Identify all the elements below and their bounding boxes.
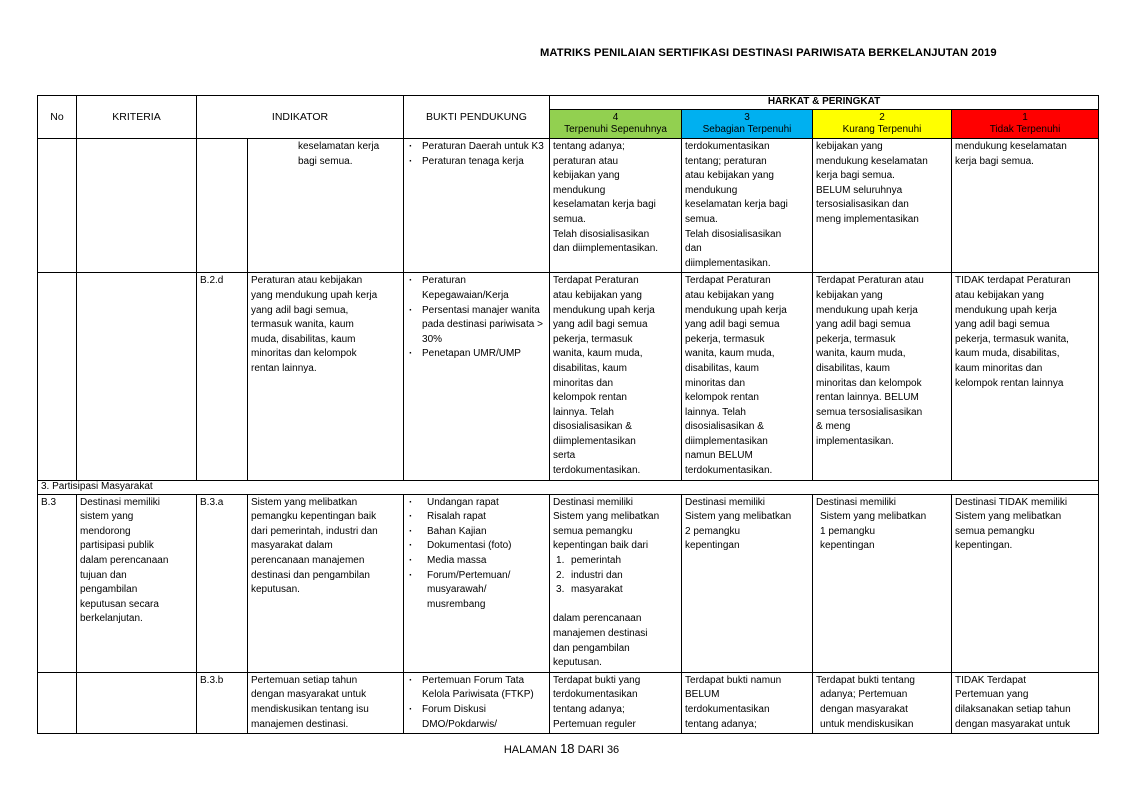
text-line: Telah disosialisasikan — [553, 228, 650, 240]
text-line: semua pemangku — [553, 525, 633, 537]
text-line: kelompok rentan — [685, 392, 759, 404]
cell-no — [38, 273, 77, 480]
table-row — [38, 273, 1099, 480]
bukti-list — [407, 274, 546, 362]
text-line: Destinasi memiliki — [816, 496, 897, 508]
cell-no — [38, 139, 77, 273]
bukti-list — [407, 496, 546, 613]
text-line: kepentingan — [820, 540, 875, 552]
text-line: meng implementasikan — [816, 213, 919, 225]
text-line: yang adil bagi semua — [955, 319, 1050, 331]
text-line: yang adil bagi semua — [553, 319, 648, 331]
text-line: serta — [553, 450, 576, 462]
cell-level-1 — [952, 273, 1099, 480]
text-line: yang adil bagi semua — [685, 319, 780, 331]
text-line: untuk mendiskusikan — [820, 718, 914, 730]
header-no: No — [38, 96, 77, 139]
text-line: dilaksanakan setiap tahun — [955, 703, 1071, 715]
section-title: 3. Partisipasi Masyarakat — [38, 480, 1099, 494]
text-line: tersosialisasikan dan — [816, 199, 909, 211]
text-line: Sistem yang melibatkan — [955, 511, 1062, 523]
cell-level-3 — [682, 139, 813, 273]
text-line: semua. — [685, 213, 718, 225]
text-line: tentang adanya; — [685, 718, 757, 730]
header-level-3: 3 Sebagian Terpenuhi — [682, 110, 813, 139]
text-line: masyarakat dalam — [251, 540, 333, 552]
text-line: Pertemuan reguler — [553, 718, 636, 730]
text-line: atau kebijakan yang — [553, 289, 642, 301]
text-line: minoritas dan kelompok — [251, 348, 357, 360]
text-line: minoritas dan — [685, 377, 746, 389]
cell-indikator: keselamatan kerja bagi semua. — [248, 139, 404, 273]
cell-level-3 — [682, 672, 813, 733]
bukti-item: · Pertemuan Forum Tata Kelola Pariwisata (FTKP) — [407, 674, 546, 703]
text-line: Telah disosialisasikan — [685, 228, 782, 240]
text-line: mendukung upah kerja — [685, 304, 787, 316]
cell-no — [38, 672, 77, 733]
text-line: manajemen destinasi. — [251, 718, 349, 730]
bukti-item: · Peraturan tenaga kerja — [407, 155, 546, 170]
bukti-item: · Dokumentasi (foto) — [407, 539, 546, 554]
text-line: Terdapat Peraturan — [553, 275, 639, 287]
bukti-item: · Bahan Kajian — [407, 525, 546, 540]
text-line: yang adil bagi semua, — [251, 304, 349, 316]
bukti-item: · Undangan rapat — [407, 496, 546, 511]
text-line: dengan masyarakat untuk — [251, 689, 367, 701]
text-line: mendukung upah kerja — [553, 304, 655, 316]
header-kriteria: KRITERIA — [77, 96, 197, 139]
text-line: pekerja, termasuk — [553, 333, 633, 345]
text-line: wanita, kaum muda, — [816, 348, 906, 360]
text-line: dengan masyarakat untuk — [955, 718, 1071, 730]
text-line: disosialisasikan & — [685, 421, 764, 433]
text-line: keputusan. — [553, 657, 602, 669]
text-line: semua pemangku — [955, 525, 1035, 537]
text-line: Sistem yang melibatkan — [553, 511, 660, 523]
header-level-2: 2 Kurang Terpenuhi — [813, 110, 952, 139]
text-line: tentang; peraturan — [685, 155, 767, 167]
text-line: Sistem yang melibatkan — [251, 496, 358, 508]
text-line: keselamatan kerja bagi — [553, 199, 656, 211]
text-line: partisipasi publik — [80, 540, 154, 552]
bukti-item: · Peraturan Daerah untuk K3 — [407, 140, 546, 155]
stakeholder-item: 1. pemerintah — [556, 555, 622, 567]
cell-code — [197, 139, 248, 273]
stakeholder-item: 3. masyarakat — [556, 584, 623, 596]
cell-level-2 — [813, 273, 952, 480]
stakeholder-list — [553, 554, 678, 598]
cell-bukti — [404, 273, 550, 480]
text-line: kebijakan yang — [553, 170, 620, 182]
text-line: disabilitas, kaum — [685, 362, 759, 374]
text-line: rentan lainnya. BELUM — [816, 392, 919, 404]
text-line: dan — [685, 243, 702, 255]
bukti-item: · Risalah rapat — [407, 510, 546, 525]
text-line: namun BELUM — [685, 450, 753, 462]
text-line: wanita, kaum muda, — [553, 348, 643, 360]
cell-code: B.3.a — [197, 494, 248, 672]
text-line: disosialisasikan & — [553, 421, 632, 433]
text-line: implementasikan. — [816, 435, 894, 447]
text-line: peraturan atau — [553, 155, 619, 167]
cell-level-4 — [550, 672, 682, 733]
text-line: kepentingan baik dari — [553, 540, 649, 552]
text-line: Destinasi memiliki — [80, 496, 161, 508]
stakeholder-item: 2. industri dan — [556, 569, 623, 581]
text-line: yang adil bagi semua — [816, 319, 911, 331]
cell-no: B.3 — [38, 494, 77, 672]
text-line: disabilitas, kaum — [816, 362, 890, 374]
text-line: mendukung — [685, 184, 738, 196]
bukti-list — [407, 674, 546, 732]
cell-indikator — [248, 494, 404, 672]
text-line: terdokumentasikan. — [553, 465, 641, 477]
text-line: manajemen destinasi — [553, 628, 648, 639]
text-line: kepentingan — [685, 540, 740, 552]
text-line: perencanaan manajemen — [251, 555, 365, 567]
cell-level-1 — [952, 139, 1099, 273]
text-line: mendukung — [553, 184, 606, 196]
text-line: mendukung upah kerja — [955, 304, 1057, 316]
text-line: dan pengambilan — [553, 642, 630, 654]
cell-bukti — [404, 494, 550, 672]
bukti-item: · Media massa — [407, 554, 546, 569]
text-line: terdokumentasikan — [553, 689, 638, 701]
text-line: pekerja, termasuk — [816, 333, 896, 345]
text-line: keputusan secara — [80, 598, 159, 610]
text-line: minoritas dan — [553, 377, 614, 389]
cell-level-2 — [813, 672, 952, 733]
text-line: Terdapat bukti yang — [553, 674, 641, 686]
text-line: kaum muda, disabilitas, — [955, 348, 1060, 360]
header-harkat-peringkat: HARKAT & PERINGKAT — [550, 96, 1099, 110]
text-line: BELUM — [685, 689, 720, 701]
text-line: mendukung upah kerja — [816, 304, 918, 316]
text-line: kebijakan yang — [816, 141, 883, 152]
text-line: pekerja, termasuk wanita, — [955, 333, 1069, 345]
page-number: 18 — [560, 741, 575, 756]
text-line: yang mendukung upah kerja — [251, 289, 378, 301]
cell-level-2 — [813, 139, 952, 273]
cell-indikator — [248, 672, 404, 733]
text-line: Destinasi memiliki — [553, 496, 634, 508]
bukti-item: · Peraturan Kepegawaian/Kerja — [407, 274, 546, 303]
text-line: BELUM seluruhnya — [816, 184, 903, 196]
text-line: kerja bagi semua. — [955, 155, 1034, 167]
cell-level-4 — [550, 494, 682, 672]
cell-level-4 — [550, 273, 682, 480]
text-line: atau kebijakan yang — [685, 289, 774, 301]
text-line: terdokumentasikan. — [685, 465, 773, 477]
text-line: TIDAK Terdapat — [955, 674, 1026, 686]
text-line: tentang adanya; — [553, 703, 625, 715]
cell-kriteria — [77, 139, 197, 273]
text-line: Terdapat Peraturan — [685, 275, 771, 287]
page-footer: HALAMAN 18 DARI 36 — [503, 741, 620, 756]
text-line: terdokumentasikan — [685, 141, 770, 152]
text-line: Destinasi memiliki — [685, 496, 766, 508]
header-level-4: 4 Terpenuhi Sepenuhnya — [550, 110, 682, 139]
text-line: semua tersosialisasikan — [816, 406, 923, 418]
assessment-matrix-table — [37, 95, 1099, 734]
text-line: berkelanjutan. — [80, 613, 143, 625]
text-line: mendorong — [80, 525, 131, 537]
text-line: pengambilan — [80, 584, 138, 596]
text-line: termasuk wanita, kaum — [251, 319, 354, 331]
text-line: diimplementasikan — [685, 435, 768, 447]
text-line: lainnya. Telah — [685, 406, 746, 418]
bukti-list — [407, 140, 546, 169]
text-line: Sistem yang melibatkan — [820, 511, 927, 523]
text-line: tujuan dan — [80, 569, 127, 581]
text-line: TIDAK terdapat Peraturan — [955, 275, 1071, 287]
text-line: 1 pemangku — [820, 525, 876, 537]
text-line: mendukung keselamatan — [816, 155, 928, 167]
text-line: minoritas dan kelompok — [816, 377, 922, 389]
text-line: dengan masyarakat — [820, 703, 908, 715]
text-line: lainnya. Telah — [553, 406, 614, 418]
text-line: Terdapat Peraturan atau — [816, 275, 924, 287]
table-row — [38, 494, 1099, 672]
header-bukti-pendukung: BUKTI PENDUKUNG — [404, 96, 550, 139]
text-line: sistem yang — [80, 511, 134, 523]
text-line: kepentingan. — [955, 540, 1013, 552]
text-line: Pertemuan setiap tahun — [251, 674, 358, 686]
section-row — [38, 480, 1099, 494]
text-line: Sistem yang melibatkan — [685, 511, 792, 523]
text-line: dalam perencanaan — [553, 613, 642, 625]
text-line: atau kebijakan yang — [685, 170, 774, 182]
text-line: Terdapat bukti tentang — [816, 674, 915, 686]
text-line: wanita, kaum muda, — [685, 348, 775, 360]
text-line: adanya; Pertemuan — [820, 689, 908, 701]
cell-level-2 — [813, 494, 952, 672]
text-line: dan diimplementasikan. — [553, 243, 659, 255]
text-line: kebijakan yang — [816, 289, 883, 301]
text-line: dari pemerintah, industri dan — [251, 525, 378, 537]
cell-level-4 — [550, 139, 682, 273]
text-line: semua. — [553, 213, 586, 225]
text-line: kelompok rentan lainnya — [955, 377, 1064, 389]
cell-level-1 — [952, 494, 1099, 672]
text-line: keputusan. — [251, 584, 300, 596]
text-line: Pertemuan yang — [955, 689, 1029, 701]
cell-kriteria — [77, 273, 197, 480]
text-line: diimplementasikan — [553, 435, 636, 447]
text-line: pemangku kepentingan baik — [251, 511, 377, 523]
bukti-item: · Forum/Pertemuan/ musyarawah/ musrembang — [407, 569, 546, 613]
text-line: destinasi dan pengambilan — [251, 569, 370, 581]
text-line: pekerja, termasuk — [685, 333, 765, 345]
cell-bukti — [404, 672, 550, 733]
bukti-item: · Forum Diskusi DMO/Pokdarwis/ — [407, 703, 546, 732]
text-line: kerja bagi semua. — [816, 170, 895, 182]
text-line: diimplementasikan. — [685, 257, 771, 269]
text-line: muda, disabilitas, kaum — [251, 333, 356, 345]
text-line: keselamatan kerja bagi — [685, 199, 788, 211]
cell-bukti — [404, 139, 550, 273]
cell-kriteria — [77, 672, 197, 733]
cell-level-1 — [952, 672, 1099, 733]
cell-indikator — [248, 273, 404, 480]
text-line: dalam perencanaan — [80, 555, 169, 567]
text-line: 2 pemangku — [685, 525, 741, 537]
cell-code: B.2.d — [197, 273, 248, 480]
bukti-item: · Persentasi manajer wanita pada destinasi pariwisata > 30% — [407, 304, 546, 348]
text-line: disabilitas, kaum — [553, 362, 627, 374]
bukti-item: · Penetapan UMR/UMP — [407, 347, 546, 362]
table-row — [38, 672, 1099, 733]
text-line: rentan lainnya. — [251, 362, 317, 374]
text-line: mendukung keselamatan — [955, 141, 1067, 152]
cell-code: B.3.b — [197, 672, 248, 733]
cell-level-3 — [682, 273, 813, 480]
text-line: Destinasi TIDAK memiliki — [955, 496, 1068, 508]
document-title: MATRIKS PENILAIAN SERTIFIKASI DESTINASI PARIWISATA BERKELANJUTAN 2019 — [540, 47, 997, 59]
text-line: Peraturan atau kebijakan — [251, 275, 363, 287]
header-indikator: INDIKATOR — [197, 96, 404, 139]
cell-level-3 — [682, 494, 813, 672]
text-line: atau kebijakan yang — [955, 289, 1044, 301]
header-level-1: 1 Tidak Terpenuhi — [952, 110, 1099, 139]
table-row — [38, 139, 1099, 273]
text-line: mendiskusikan tentang isu — [251, 703, 369, 715]
text-line: & meng — [816, 421, 851, 433]
text-line: terdokumentasikan — [685, 703, 770, 715]
text-line: tentang adanya; — [553, 141, 625, 152]
text-line: Terdapat bukti namun — [685, 674, 782, 686]
cell-kriteria — [77, 494, 197, 672]
text-line: kelompok rentan — [553, 392, 627, 404]
text-line: kaum minoritas dan — [955, 362, 1043, 374]
